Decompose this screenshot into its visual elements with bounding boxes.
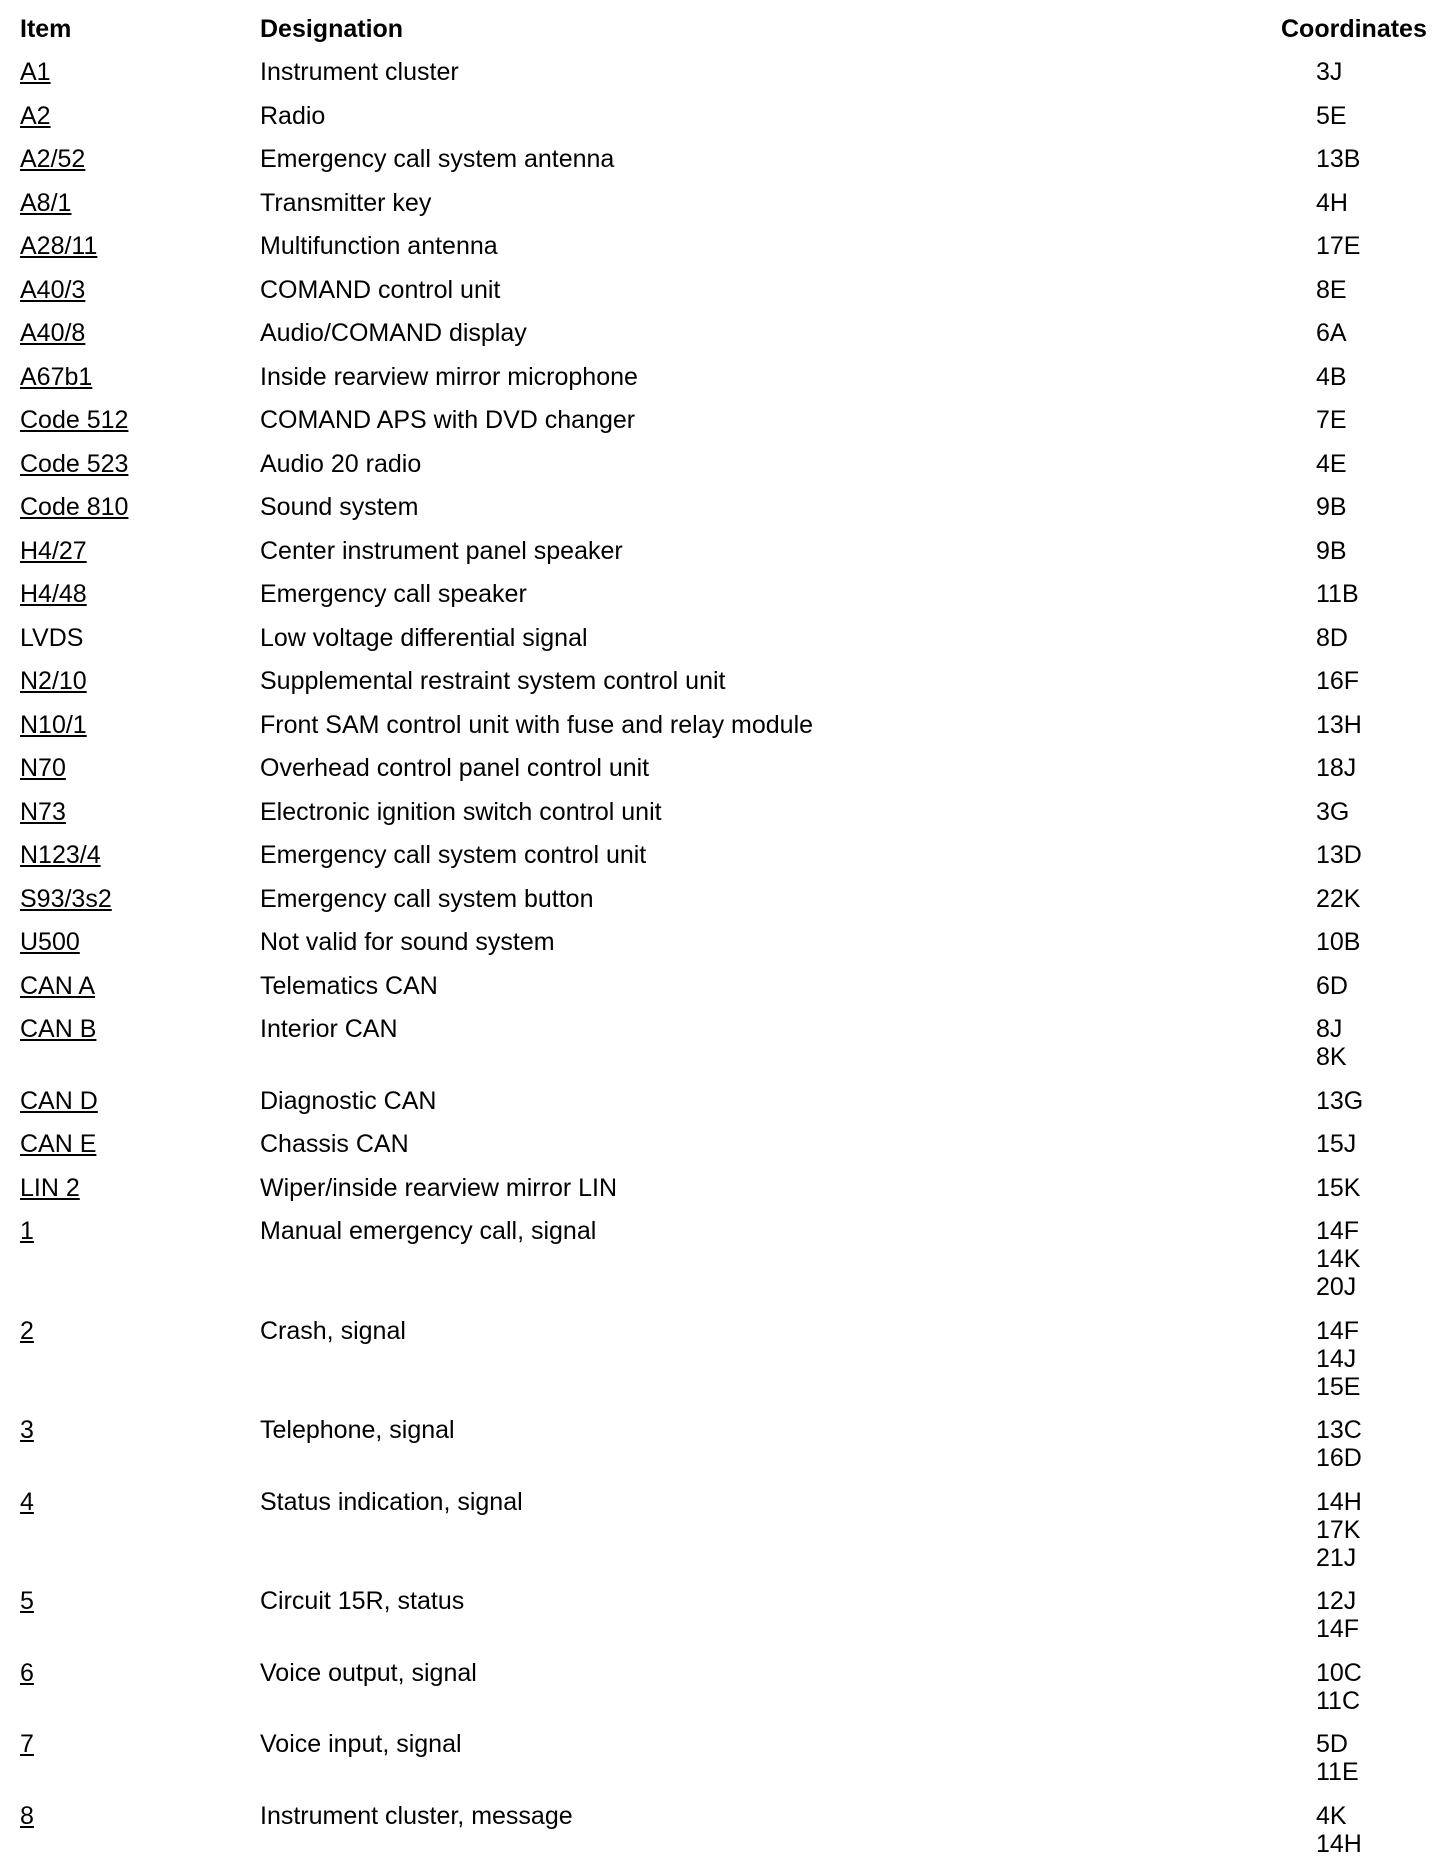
coordinates-cell xyxy=(1316,1416,1362,1472)
table-row xyxy=(0,1126,1456,1170)
coordinates-cell xyxy=(1316,841,1362,869)
coordinate-value: 8E xyxy=(1316,276,1347,304)
coordinate-value: 9B xyxy=(1316,493,1347,521)
coordinate-value: 6D xyxy=(1316,972,1348,1000)
table-row xyxy=(0,1213,1456,1313)
designation-text: Emergency call system button xyxy=(260,885,593,913)
coordinate-value: 14F xyxy=(1316,1217,1360,1245)
item-link[interactable]: CAN B xyxy=(20,1015,96,1043)
item-link[interactable]: H4/27 xyxy=(20,537,87,565)
coordinate-value: 5E xyxy=(1316,102,1347,130)
coordinate-value: 13B xyxy=(1316,145,1360,173)
coordinate-value: 14K xyxy=(1316,1245,1360,1273)
coordinates-cell xyxy=(1316,363,1347,391)
table-row xyxy=(0,228,1456,272)
item-link[interactable]: N10/1 xyxy=(20,711,87,739)
table-row xyxy=(0,968,1456,1012)
coordinate-value: 3G xyxy=(1316,798,1349,826)
table-row xyxy=(0,1726,1456,1798)
coordinate-value: 13H xyxy=(1316,711,1362,739)
coordinate-value: 11B xyxy=(1316,580,1359,608)
coordinates-cell xyxy=(1316,624,1348,652)
table-row xyxy=(0,1655,1456,1727)
item-link[interactable]: 4 xyxy=(20,1488,34,1516)
designation-text: Transmitter key xyxy=(260,189,431,217)
item-link[interactable]: N70 xyxy=(20,754,66,782)
table-row xyxy=(0,272,1456,316)
coordinate-value: 13D xyxy=(1316,841,1362,869)
table-row xyxy=(0,1484,1456,1584)
item-link[interactable]: A1 xyxy=(20,58,51,86)
coordinates-cell xyxy=(1316,189,1348,217)
item-link[interactable]: A40/8 xyxy=(20,319,85,347)
item-link[interactable]: 1 xyxy=(20,1217,34,1245)
table-row xyxy=(0,620,1456,664)
table-row xyxy=(0,1583,1456,1655)
item-link[interactable]: CAN A xyxy=(20,972,95,1000)
coordinate-value: 17E xyxy=(1316,232,1360,260)
item-link[interactable]: LIN 2 xyxy=(20,1174,80,1202)
table-row xyxy=(0,141,1456,185)
coordinate-value: 6A xyxy=(1316,319,1347,347)
coordinates-cell xyxy=(1316,1217,1360,1301)
coordinate-value: 8D xyxy=(1316,624,1348,652)
coordinate-value: 3J xyxy=(1316,58,1342,86)
item-link[interactable]: U500 xyxy=(20,928,80,956)
designation-text: Telephone, signal xyxy=(260,1416,455,1444)
designation-text: Audio/COMAND display xyxy=(260,319,527,347)
designation-text: Instrument cluster xyxy=(260,58,459,86)
coordinates-cell xyxy=(1316,319,1347,347)
designation-text: Center instrument panel speaker xyxy=(260,537,623,565)
coordinate-value: 14H xyxy=(1316,1830,1362,1858)
table-row xyxy=(0,576,1456,620)
table-row xyxy=(0,54,1456,98)
coordinates-cell xyxy=(1316,58,1342,86)
item-link[interactable]: 6 xyxy=(20,1659,34,1687)
item-link[interactable]: Code 523 xyxy=(20,450,128,478)
coordinates-cell xyxy=(1316,972,1348,1000)
table-row xyxy=(0,1011,1456,1083)
coordinate-value: 16D xyxy=(1316,1444,1362,1472)
designation-text: COMAND control unit xyxy=(260,276,500,304)
item-link[interactable]: N2/10 xyxy=(20,667,87,695)
coordinate-value: 17K xyxy=(1316,1516,1362,1544)
coordinates-cell xyxy=(1316,754,1356,782)
designation-text: Supplemental restraint system control unit xyxy=(260,667,726,695)
coordinates-cell xyxy=(1316,1587,1359,1643)
item-link[interactable]: A40/3 xyxy=(20,276,85,304)
coordinates-cell xyxy=(1316,537,1347,565)
coordinate-value: 16F xyxy=(1316,667,1359,695)
header-item: Item xyxy=(20,14,71,44)
coordinates-cell xyxy=(1316,145,1360,173)
coordinate-value: 4H xyxy=(1316,189,1348,217)
table-row xyxy=(0,185,1456,229)
coordinate-value: 14F xyxy=(1316,1317,1360,1345)
item-link[interactable]: A28/11 xyxy=(20,232,97,260)
coordinates-cell xyxy=(1316,450,1347,478)
coordinates-cell xyxy=(1316,232,1360,260)
coordinates-cell xyxy=(1316,580,1359,608)
coordinates-cell xyxy=(1316,493,1347,521)
item-link[interactable]: A8/1 xyxy=(20,189,71,217)
designation-text: COMAND APS with DVD changer xyxy=(260,406,635,434)
coordinate-value: 11C xyxy=(1316,1687,1362,1715)
header-designation: Designation xyxy=(260,14,403,44)
designation-text: Status indication, signal xyxy=(260,1488,523,1516)
designation-text: Voice output, signal xyxy=(260,1659,477,1687)
coordinate-value: 8K xyxy=(1316,1043,1347,1071)
table-row xyxy=(0,1170,1456,1214)
designation-text: Interior CAN xyxy=(260,1015,398,1043)
coordinate-value: 15E xyxy=(1316,1373,1360,1401)
table-row xyxy=(0,1412,1456,1484)
designation-text: Front SAM control unit with fuse and relay module xyxy=(260,711,813,739)
item-label: LVDS xyxy=(20,624,83,652)
coordinates-cell xyxy=(1316,406,1347,434)
header-coordinates: Coordinates xyxy=(1281,14,1427,44)
designation-text: Inside rearview mirror microphone xyxy=(260,363,638,391)
coordinate-value: 15J xyxy=(1316,1130,1356,1158)
coordinates-cell xyxy=(1316,1802,1362,1858)
coordinate-value: 4B xyxy=(1316,363,1347,391)
coordinates-cell xyxy=(1316,1317,1360,1401)
coordinate-value: 7E xyxy=(1316,406,1347,434)
designation-text: Chassis CAN xyxy=(260,1130,409,1158)
table-row xyxy=(0,98,1456,142)
designation-text: Audio 20 radio xyxy=(260,450,421,478)
table-row xyxy=(0,533,1456,577)
item-link[interactable]: 8 xyxy=(20,1802,34,1830)
designation-text: Wiper/inside rearview mirror LIN xyxy=(260,1174,617,1202)
coordinate-value: 15K xyxy=(1316,1174,1360,1202)
designation-text: Diagnostic CAN xyxy=(260,1087,436,1115)
designation-text: Emergency call system antenna xyxy=(260,145,614,173)
designation-text: Sound system xyxy=(260,493,418,521)
coordinate-value: 4E xyxy=(1316,450,1347,478)
table-row xyxy=(0,707,1456,751)
table-row xyxy=(0,489,1456,533)
designation-text: Electronic ignition switch control unit xyxy=(260,798,662,826)
coordinate-value: 5D xyxy=(1316,1730,1359,1758)
table-row xyxy=(0,402,1456,446)
table-row xyxy=(0,924,1456,968)
item-link[interactable]: A67b1 xyxy=(20,363,92,391)
coordinates-cell xyxy=(1316,1130,1356,1158)
item-link[interactable]: CAN E xyxy=(20,1130,96,1158)
item-link[interactable]: A2/52 xyxy=(20,145,85,173)
coordinate-value: 22K xyxy=(1316,885,1360,913)
designation-text: Voice input, signal xyxy=(260,1730,462,1758)
coordinate-value: 14H xyxy=(1316,1488,1362,1516)
item-link[interactable]: A2 xyxy=(20,102,51,130)
coordinate-value: 9B xyxy=(1316,537,1347,565)
table-row xyxy=(0,446,1456,490)
coordinates-cell xyxy=(1316,885,1360,913)
designation-text: Instrument cluster, message xyxy=(260,1802,573,1830)
item-link[interactable]: 5 xyxy=(20,1587,34,1615)
item-link[interactable]: 7 xyxy=(20,1730,34,1758)
coordinates-cell xyxy=(1316,798,1349,826)
coordinates-cell xyxy=(1316,102,1347,130)
table-row xyxy=(0,1313,1456,1413)
item-link[interactable]: Code 810 xyxy=(20,493,128,521)
designation-text: Circuit 15R, status xyxy=(260,1587,464,1615)
designation-text: Emergency call speaker xyxy=(260,580,527,608)
coordinate-value: 4K xyxy=(1316,1802,1362,1830)
coordinates-cell xyxy=(1316,1488,1362,1572)
coordinates-cell xyxy=(1316,1015,1347,1071)
coordinates-cell xyxy=(1316,1659,1362,1715)
item-link[interactable]: 3 xyxy=(20,1416,34,1444)
table-row xyxy=(0,837,1456,881)
item-link[interactable]: H4/48 xyxy=(20,580,87,608)
coordinate-value: 10B xyxy=(1316,928,1360,956)
table-row xyxy=(0,750,1456,794)
coordinate-value: 18J xyxy=(1316,754,1356,782)
coordinate-value: 21J xyxy=(1316,1544,1362,1572)
coordinate-value: 14J xyxy=(1316,1345,1360,1373)
coordinates-cell xyxy=(1316,276,1347,304)
table-row xyxy=(0,794,1456,838)
coordinates-cell xyxy=(1316,928,1360,956)
designation-text: Low voltage differential signal xyxy=(260,624,588,652)
item-link[interactable]: Code 512 xyxy=(20,406,128,434)
coordinate-value: 20J xyxy=(1316,1273,1360,1301)
designation-text: Emergency call system control unit xyxy=(260,841,646,869)
table-row xyxy=(0,315,1456,359)
coordinates-cell xyxy=(1316,667,1359,695)
item-link[interactable]: N73 xyxy=(20,798,66,826)
coordinate-value: 8J xyxy=(1316,1015,1347,1043)
table-row xyxy=(0,663,1456,707)
legend-table-body xyxy=(0,54,1456,1869)
coordinates-cell xyxy=(1316,1730,1359,1786)
item-link[interactable]: CAN D xyxy=(20,1087,98,1115)
item-link[interactable]: 2 xyxy=(20,1317,34,1345)
coordinate-value: 10C xyxy=(1316,1659,1362,1687)
coordinates-cell xyxy=(1316,1174,1360,1202)
designation-text: Radio xyxy=(260,102,325,130)
coordinate-value: 12J xyxy=(1316,1587,1359,1615)
designation-text: Telematics CAN xyxy=(260,972,438,1000)
table-row xyxy=(0,359,1456,403)
table-row xyxy=(0,881,1456,925)
designation-text: Crash, signal xyxy=(260,1317,406,1345)
table-header xyxy=(0,14,1456,44)
item-link[interactable]: N123/4 xyxy=(20,841,101,869)
table-row xyxy=(0,1083,1456,1127)
designation-text: Overhead control panel control unit xyxy=(260,754,649,782)
designation-text: Multifunction antenna xyxy=(260,232,498,260)
coordinate-value: 11E xyxy=(1316,1758,1359,1786)
coordinate-value: 14F xyxy=(1316,1615,1359,1643)
table-row xyxy=(0,1798,1456,1869)
designation-text: Manual emergency call, signal xyxy=(260,1217,596,1245)
coordinate-value: 13C xyxy=(1316,1416,1362,1444)
coordinate-value: 13G xyxy=(1316,1087,1363,1115)
item-link[interactable]: S93/3s2 xyxy=(20,885,112,913)
designation-text: Not valid for sound system xyxy=(260,928,555,956)
coordinates-cell xyxy=(1316,1087,1363,1115)
coordinates-cell xyxy=(1316,711,1362,739)
